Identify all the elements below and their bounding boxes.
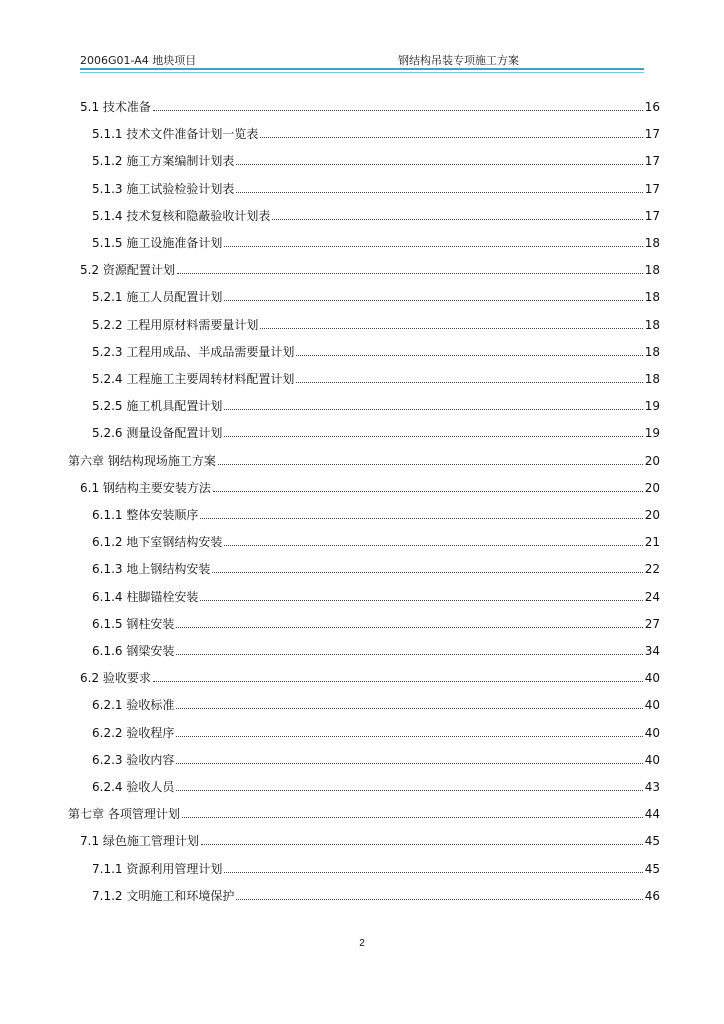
toc-dot-leader	[153, 110, 643, 111]
toc-dot-leader	[176, 708, 642, 709]
toc-entry-title: 5.1 技术准备	[80, 100, 151, 114]
toc-dot-leader	[176, 763, 642, 764]
toc-entry-title: 7.1 绿色施工管理计划	[80, 834, 199, 848]
toc-entry-page: 45	[644, 862, 660, 876]
toc-entry[interactable]	[80, 669, 660, 687]
page-number: 2	[359, 938, 365, 949]
toc-dot-leader	[177, 273, 643, 274]
toc-dot-leader	[224, 409, 642, 410]
toc-entry-page: 18	[644, 236, 660, 250]
toc-entry-title: 6.1.1 整体安装顺序	[92, 508, 199, 522]
toc-entry-page: 27	[644, 617, 660, 631]
toc-entry[interactable]	[92, 588, 660, 606]
toc-entry[interactable]	[92, 860, 660, 878]
toc-entry-page: 18	[644, 290, 660, 304]
toc-dot-leader	[224, 300, 642, 301]
toc-dot-leader	[296, 382, 642, 383]
toc-dot-leader	[153, 681, 643, 682]
toc-entry-page: 20	[644, 481, 660, 495]
toc-entry-title: 5.1.4 技术复核和隐蔽验收计划表	[92, 209, 271, 223]
toc-dot-leader	[236, 192, 642, 193]
toc-dot-leader	[260, 328, 642, 329]
toc-dot-leader	[260, 137, 642, 138]
header-divider-thin	[80, 72, 644, 73]
toc-entry-title: 6.2 验收要求	[80, 671, 151, 685]
toc-entry[interactable]	[68, 452, 660, 470]
toc-entry[interactable]	[68, 805, 660, 823]
toc-entry-page: 46	[644, 889, 660, 903]
toc-entry[interactable]	[92, 207, 660, 225]
toc-entry-title: 第六章 钢结构现场施工方案	[68, 454, 216, 468]
toc-entry-title: 第七章 各项管理计划	[68, 807, 180, 821]
toc-entry-title: 5.2.4 工程施工主要周转材料配置计划	[92, 372, 295, 386]
toc-entry[interactable]	[80, 98, 660, 116]
toc-entry[interactable]	[92, 424, 660, 442]
toc-entry-page: 40	[644, 726, 660, 740]
toc-entry-title: 5.1.5 施工设施准备计划	[92, 236, 223, 250]
toc-entry-page: 18	[644, 372, 660, 386]
toc-entry-title: 5.2.3 工程用成品、半成品需要量计划	[92, 345, 295, 359]
toc-entry[interactable]	[92, 696, 660, 714]
toc-dot-leader	[201, 844, 643, 845]
toc-entry-title: 5.2.6 测量设备配置计划	[92, 426, 223, 440]
toc-entry[interactable]	[92, 288, 660, 306]
toc-entry-title: 5.1.2 施工方案编制计划表	[92, 154, 235, 168]
toc-entry[interactable]	[92, 180, 660, 198]
toc-entry-page: 20	[644, 454, 660, 468]
toc-dot-leader	[224, 436, 642, 437]
toc-entry-page: 20	[644, 508, 660, 522]
toc-entry-title: 6.1.2 地下室钢结构安装	[92, 535, 223, 549]
toc-entry-page: 17	[644, 182, 660, 196]
toc-entry-title: 7.1.1 资源利用管理计划	[92, 862, 223, 876]
toc-dot-leader	[224, 246, 642, 247]
toc-dot-leader	[212, 572, 642, 573]
toc-entry[interactable]	[92, 887, 660, 905]
toc-entry[interactable]	[92, 506, 660, 524]
toc-dot-leader	[236, 164, 642, 165]
toc-entry-title: 5.2.5 施工机具配置计划	[92, 399, 223, 413]
toc-entry[interactable]	[92, 533, 660, 551]
toc-entry-title: 6.1.6 钢梁安装	[92, 644, 175, 658]
toc-entry[interactable]	[80, 832, 660, 850]
toc-entry[interactable]	[92, 751, 660, 769]
toc-entry-page: 34	[644, 644, 660, 658]
toc-entry[interactable]	[92, 560, 660, 578]
toc-entry-page: 22	[644, 562, 660, 576]
toc-dot-leader	[224, 872, 642, 873]
toc-entry-page: 18	[644, 318, 660, 332]
toc-entry-title: 6.2.3 验收内容	[92, 753, 175, 767]
toc-entry-page: 19	[644, 426, 660, 440]
header-document-title: 钢结构吊装专项施工方案	[398, 54, 519, 67]
toc-entry-page: 45	[644, 834, 660, 848]
toc-entry-title: 7.1.2 文明施工和环境保护	[92, 889, 235, 903]
toc-entry-page: 16	[644, 100, 660, 114]
toc-entry-page: 40	[644, 698, 660, 712]
toc-entry-title: 6.2.2 验收程序	[92, 726, 175, 740]
toc-dot-leader	[218, 464, 643, 465]
toc-entry[interactable]	[92, 397, 660, 415]
toc-entry-title: 6.1.5 钢柱安装	[92, 617, 175, 631]
toc-entry-title: 6.1.3 地上钢结构安装	[92, 562, 211, 576]
toc-entry[interactable]	[92, 724, 660, 742]
toc-entry-title: 5.1.3 施工试验检验计划表	[92, 182, 235, 196]
toc-entry-title: 6.1.4 柱脚锚栓安装	[92, 590, 199, 604]
toc-entry-title: 6.1 钢结构主要安装方法	[80, 481, 211, 495]
header-divider	[80, 68, 644, 70]
toc-entry-title: 6.2.1 验收标准	[92, 698, 175, 712]
toc-entry[interactable]	[92, 234, 660, 252]
toc-entry-page: 17	[644, 127, 660, 141]
toc-entry-page: 21	[644, 535, 660, 549]
toc-dot-leader	[224, 545, 642, 546]
toc-entry[interactable]	[92, 642, 660, 660]
toc-entry-page: 19	[644, 399, 660, 413]
toc-entry[interactable]	[92, 615, 660, 633]
toc-dot-leader	[176, 736, 642, 737]
toc-entry-title: 5.1.1 技术文件准备计划一览表	[92, 127, 259, 141]
toc-entry-page: 44	[644, 807, 660, 821]
toc-entry-page: 40	[644, 671, 660, 685]
toc-entry-title: 5.2.2 工程用原材料需要量计划	[92, 318, 259, 332]
toc-dot-leader	[200, 600, 642, 601]
toc-dot-leader	[176, 654, 642, 655]
toc-entry[interactable]	[92, 316, 660, 334]
toc-dot-leader	[272, 219, 642, 220]
toc-entry[interactable]	[92, 125, 660, 143]
toc-entry-page: 18	[644, 263, 660, 277]
toc-dot-leader	[213, 491, 643, 492]
toc-entry-title: 6.2.4 验收人员	[92, 780, 175, 794]
header-project-name: 2006G01-A4 地块项目	[80, 54, 197, 67]
toc-entry[interactable]	[92, 152, 660, 170]
toc-entry[interactable]	[92, 370, 660, 388]
toc-dot-leader	[176, 790, 642, 791]
toc-entry-page: 40	[644, 753, 660, 767]
toc-dot-leader	[200, 518, 642, 519]
toc-entry[interactable]	[80, 261, 660, 279]
toc-dot-leader	[176, 627, 642, 628]
toc-entry-title: 5.2.1 施工人员配置计划	[92, 290, 223, 304]
toc-dot-leader	[296, 355, 642, 356]
toc-entry-page: 17	[644, 209, 660, 223]
toc-entry[interactable]	[92, 343, 660, 361]
toc-entry[interactable]	[80, 479, 660, 497]
toc-entry-title: 5.2 资源配置计划	[80, 263, 175, 277]
toc-entry-page: 43	[644, 780, 660, 794]
toc-dot-leader	[236, 899, 642, 900]
toc-entry-page: 18	[644, 345, 660, 359]
toc-dot-leader	[182, 817, 643, 818]
toc-entry[interactable]	[92, 778, 660, 796]
toc-entry-page: 24	[644, 590, 660, 604]
toc-entry-page: 17	[644, 154, 660, 168]
